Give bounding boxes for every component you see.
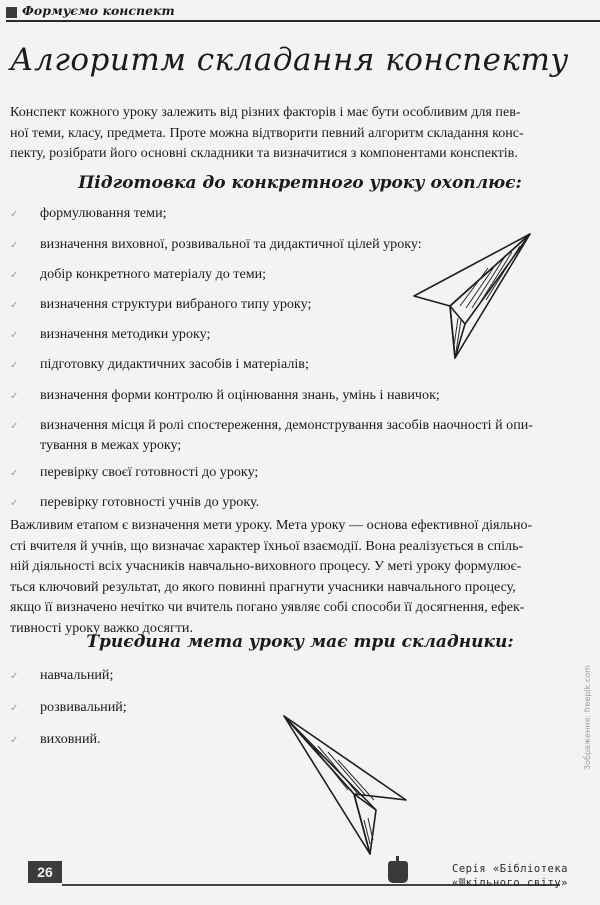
goal-line: Важливим етапом є визначення мети уроку. Мета уроку — основа ефективної діяльно-: [10, 517, 533, 533]
check-icon: ✓: [10, 240, 19, 251]
goal-paragraph: [10, 515, 585, 638]
check-icon: ✓: [10, 703, 19, 714]
image-credit: Зображення: freepik.com: [583, 665, 592, 770]
intro-line: Конспект кожного уроку залежить від різних факторів і має бути особливим для пев-: [10, 104, 521, 120]
check-icon: ✓: [10, 468, 19, 479]
page-number: 26: [28, 861, 62, 883]
list-item: ✓ підготовку дидактичних засобів і матеріалів;: [10, 354, 309, 377]
check-icon: ✓: [10, 735, 19, 746]
header-marker: [6, 7, 17, 18]
paper-plane-illustration: [278, 710, 410, 860]
header-divider: [6, 20, 600, 22]
check-icon: ✓: [10, 421, 19, 432]
list-item: ✓ визначення форми контролю й оцінювання знань, умінь і навичок;: [10, 385, 440, 408]
paper-plane-illustration: [408, 228, 533, 363]
list-item: ✓ розвивальний;: [10, 697, 127, 720]
goal-line: ться ключовий результат, до якого повинні прагнути учасники навчального процесу,: [10, 578, 516, 595]
intro-paragraph: [10, 102, 585, 164]
goal-line: ній діяльності всіх учасників навчально-виховного процесу. У меті уроку формулює-: [10, 558, 522, 574]
check-icon: ✓: [10, 671, 19, 682]
list-item: ✓ визначення місця й ролі спостереження, демонстрування засобів наочності й опи-: [10, 415, 533, 438]
list-item: ✓ перевірку готовності учнів до уроку.: [10, 492, 259, 515]
triune-heading: Триєдина мета уроку має три складники:: [86, 632, 514, 652]
page-title: Алгоритм складання конспекту: [10, 42, 569, 78]
preparation-heading: Підготовка до конкретного уроку охоплює:: [78, 173, 522, 193]
intro-line: пекту, розібрати його основні складники та визначитися з компонентами конспектів.: [10, 145, 518, 161]
apple-logo-icon: [388, 861, 408, 883]
goal-line: тивності уроку важко досягти.: [10, 619, 193, 636]
check-icon: ✓: [10, 498, 19, 509]
check-icon: ✓: [10, 330, 19, 341]
intro-line: ної теми, класу, предмета. Проте можна відтворити певний алгоритм складання конс-: [10, 124, 524, 141]
list-item: ✓ перевірку своєї готовності до уроку;: [10, 462, 258, 485]
list-item: ✓ добір конкретного матеріалу до теми;: [10, 264, 266, 287]
series-title: Серія «Бібліотека «Шкільного світу»: [452, 863, 568, 889]
list-item: ✓ навчальний;: [10, 665, 113, 688]
check-icon: ✓: [10, 270, 19, 281]
check-icon: ✓: [10, 300, 19, 311]
list-item: ✓ визначення структури вибраного типу уроку;: [10, 294, 311, 317]
section-label: Формуємо конспект: [22, 3, 175, 18]
list-item: ✓ визначення методики уроку;: [10, 324, 210, 347]
check-icon: ✓: [10, 360, 19, 371]
list-item: ✓ формулювання теми;: [10, 203, 167, 226]
goal-line: сті вчителя й учнів, що визначає характер їхньої взаємодії. Вона реалізується в спіль-: [10, 537, 524, 554]
goal-line: якщо її визначено нечітко чи вчитель погано уявляє собі способи її досягнення, ефек-: [10, 599, 525, 615]
check-icon: ✓: [10, 209, 19, 220]
list-item: ✓ виховний.: [10, 729, 101, 752]
list-item-continuation: тування в межах уроку;: [40, 437, 182, 453]
list-item: ✓ визначення виховної, розвивальної та дидактичної цілей уроку:: [10, 234, 422, 257]
check-icon: ✓: [10, 391, 19, 402]
